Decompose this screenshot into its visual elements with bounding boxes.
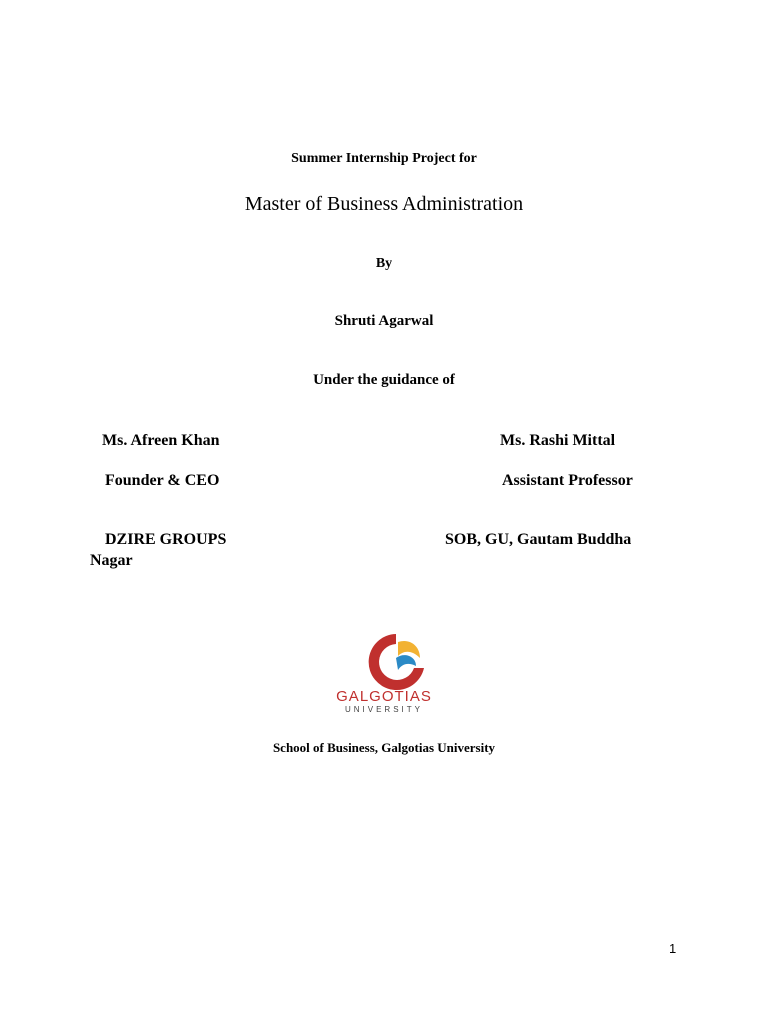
logo-wordmark: GALGOTIAS bbox=[336, 688, 432, 705]
school-line: School of Business, Galgotias University bbox=[272, 740, 496, 755]
left-guide-name: Ms. Afreen Khan bbox=[102, 432, 220, 449]
degree-title: Master of Business Administration bbox=[244, 193, 524, 215]
left-guide-title: Founder & CEO bbox=[105, 472, 220, 489]
page-number: 1 bbox=[669, 941, 677, 956]
right-guide-org: SOB, GU, Gautam Buddha bbox=[445, 531, 632, 548]
left-guide-org: DZIRE GROUPS bbox=[105, 531, 227, 548]
by-label: By bbox=[375, 256, 393, 271]
right-guide-name: Ms. Rashi Mittal bbox=[500, 432, 616, 449]
right-guide-title: Assistant Professor bbox=[502, 472, 633, 489]
guidance-label: Under the guidance of bbox=[313, 372, 455, 388]
logo-subtitle: UNIVERSITY bbox=[344, 705, 423, 714]
project-line: Summer Internship Project for bbox=[291, 151, 477, 166]
student-name: Shruti Agarwal bbox=[334, 313, 434, 329]
right-guide-org-cont: Nagar bbox=[90, 552, 133, 569]
